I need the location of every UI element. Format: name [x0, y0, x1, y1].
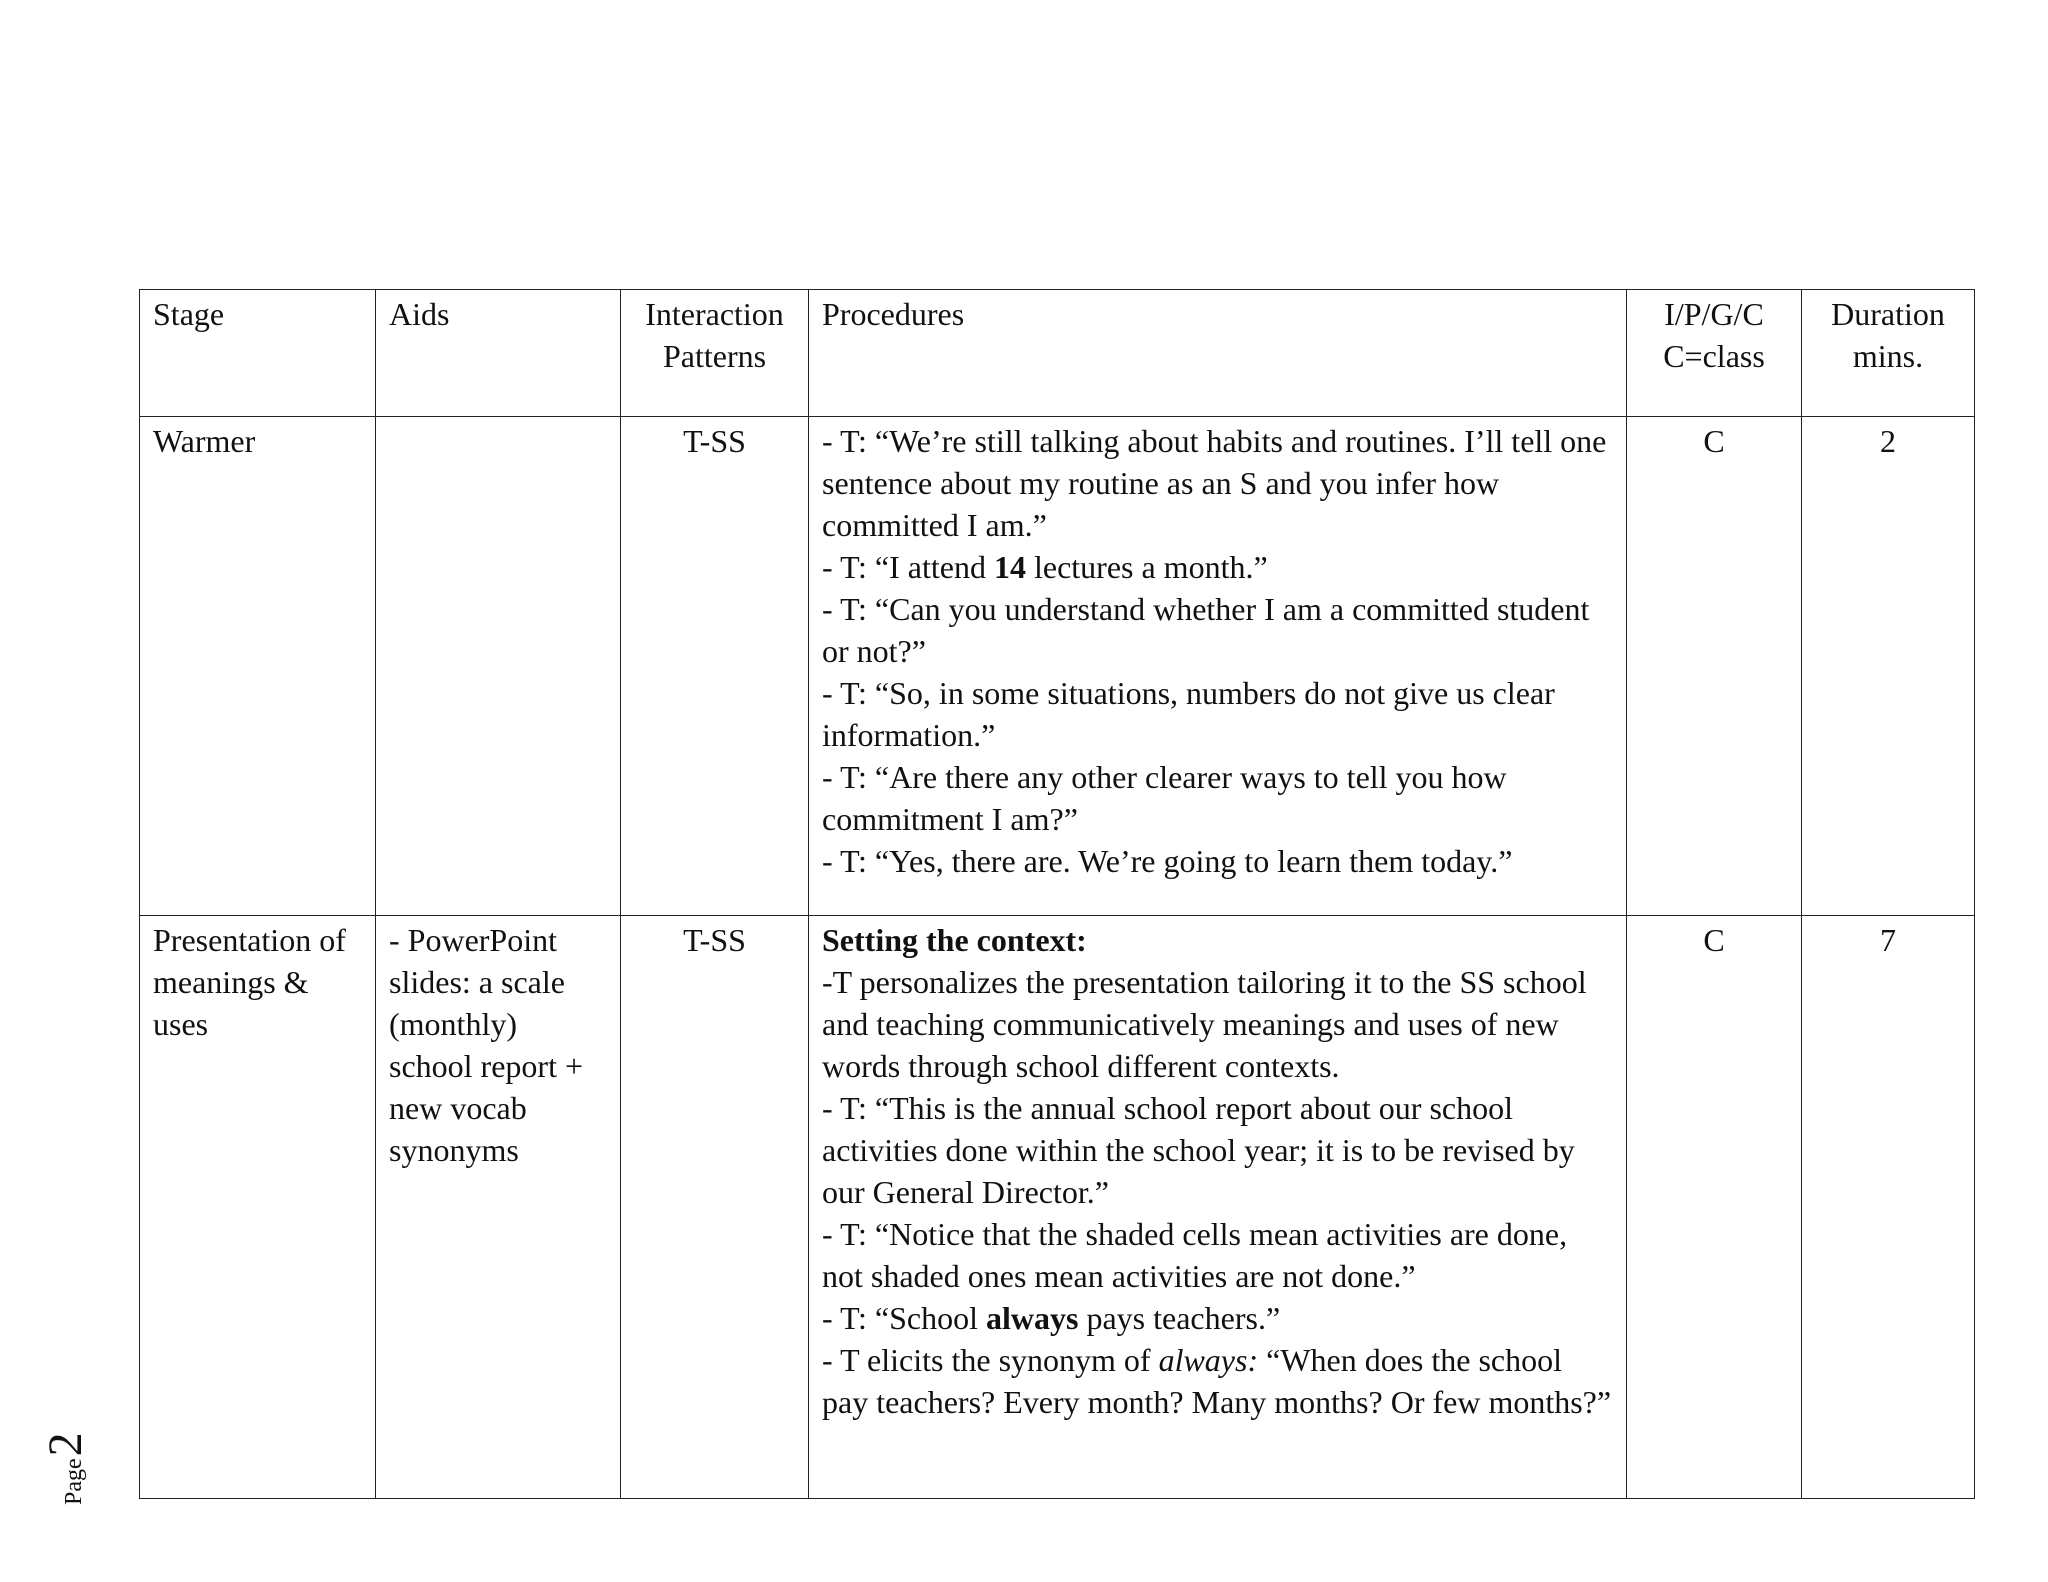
header-duration: Duration mins.	[1802, 290, 1975, 417]
aids-cell	[376, 417, 621, 916]
procedure-line: -T personalizes the presentation tailoring it to the SS school and teaching communicatively meanings and uses of new words through school different contexts.	[822, 964, 1587, 1084]
header-aids: Aids	[376, 290, 621, 417]
interaction-cell: T-SS	[621, 417, 809, 916]
duration-cell: 7	[1802, 916, 1975, 1499]
page-number-label: Page	[61, 1458, 87, 1505]
aids-cell: - PowerPoint slides: a scale (monthly) school report + new vocab synonyms	[376, 916, 621, 1499]
procedure-line: - T: “Are there any other clearer ways to tell you how commitment I am?”	[822, 759, 1507, 837]
ipgc-cell: C	[1627, 417, 1802, 916]
procedure-line: - T: “This is the annual school report about our school activities done within the school year; it is to be revised by our General Director.”	[822, 1090, 1575, 1210]
procedure-line: - T elicits the synonym of always: “When does the school pay teachers? Every month? Many months? Or few months?”	[822, 1342, 1612, 1420]
header-procedures: Procedures	[809, 290, 1627, 417]
header-stage: Stage	[140, 290, 376, 417]
interaction-cell: T-SS	[621, 916, 809, 1499]
procedures-cell	[809, 417, 1627, 916]
procedure-line: - T: “School always pays teachers.”	[822, 1300, 1281, 1336]
procedure-line: - T: “So, in some situations, numbers do not give us clear information.”	[822, 675, 1555, 753]
table-header-row	[140, 290, 1975, 417]
table-row	[140, 916, 1975, 1499]
procedure-line: - T: “Yes, there are. We’re going to learn them today.”	[822, 843, 1513, 879]
procedure-line: - T: “Notice that the shaded cells mean activities are done, not shaded ones mean activities are not done.”	[822, 1216, 1568, 1294]
page-number	[38, 1395, 98, 1505]
procedure-line: - T: “We’re still talking about habits and routines. I’ll tell one sentence about my routine as an S and you infer how committed I am.”	[822, 423, 1607, 543]
table-row	[140, 417, 1975, 916]
ipgc-cell: C	[1627, 916, 1802, 1499]
procedure-heading: Setting the context:	[822, 922, 1087, 958]
header-ipgc: I/P/G/C C=class	[1627, 290, 1802, 417]
procedure-line: - T: “I attend 14 lectures a month.”	[822, 549, 1268, 585]
lesson-plan-table	[139, 289, 1975, 1499]
header-interaction-patterns: Interaction Patterns	[621, 290, 809, 417]
duration-cell: 2	[1802, 417, 1975, 916]
procedure-line: - T: “Can you understand whether I am a committed student or not?”	[822, 591, 1590, 669]
page-number-value: 2	[39, 1432, 92, 1457]
stage-cell: Presentation of meanings & uses	[140, 916, 376, 1499]
stage-cell: Warmer	[140, 417, 376, 916]
procedures-cell	[809, 916, 1627, 1499]
